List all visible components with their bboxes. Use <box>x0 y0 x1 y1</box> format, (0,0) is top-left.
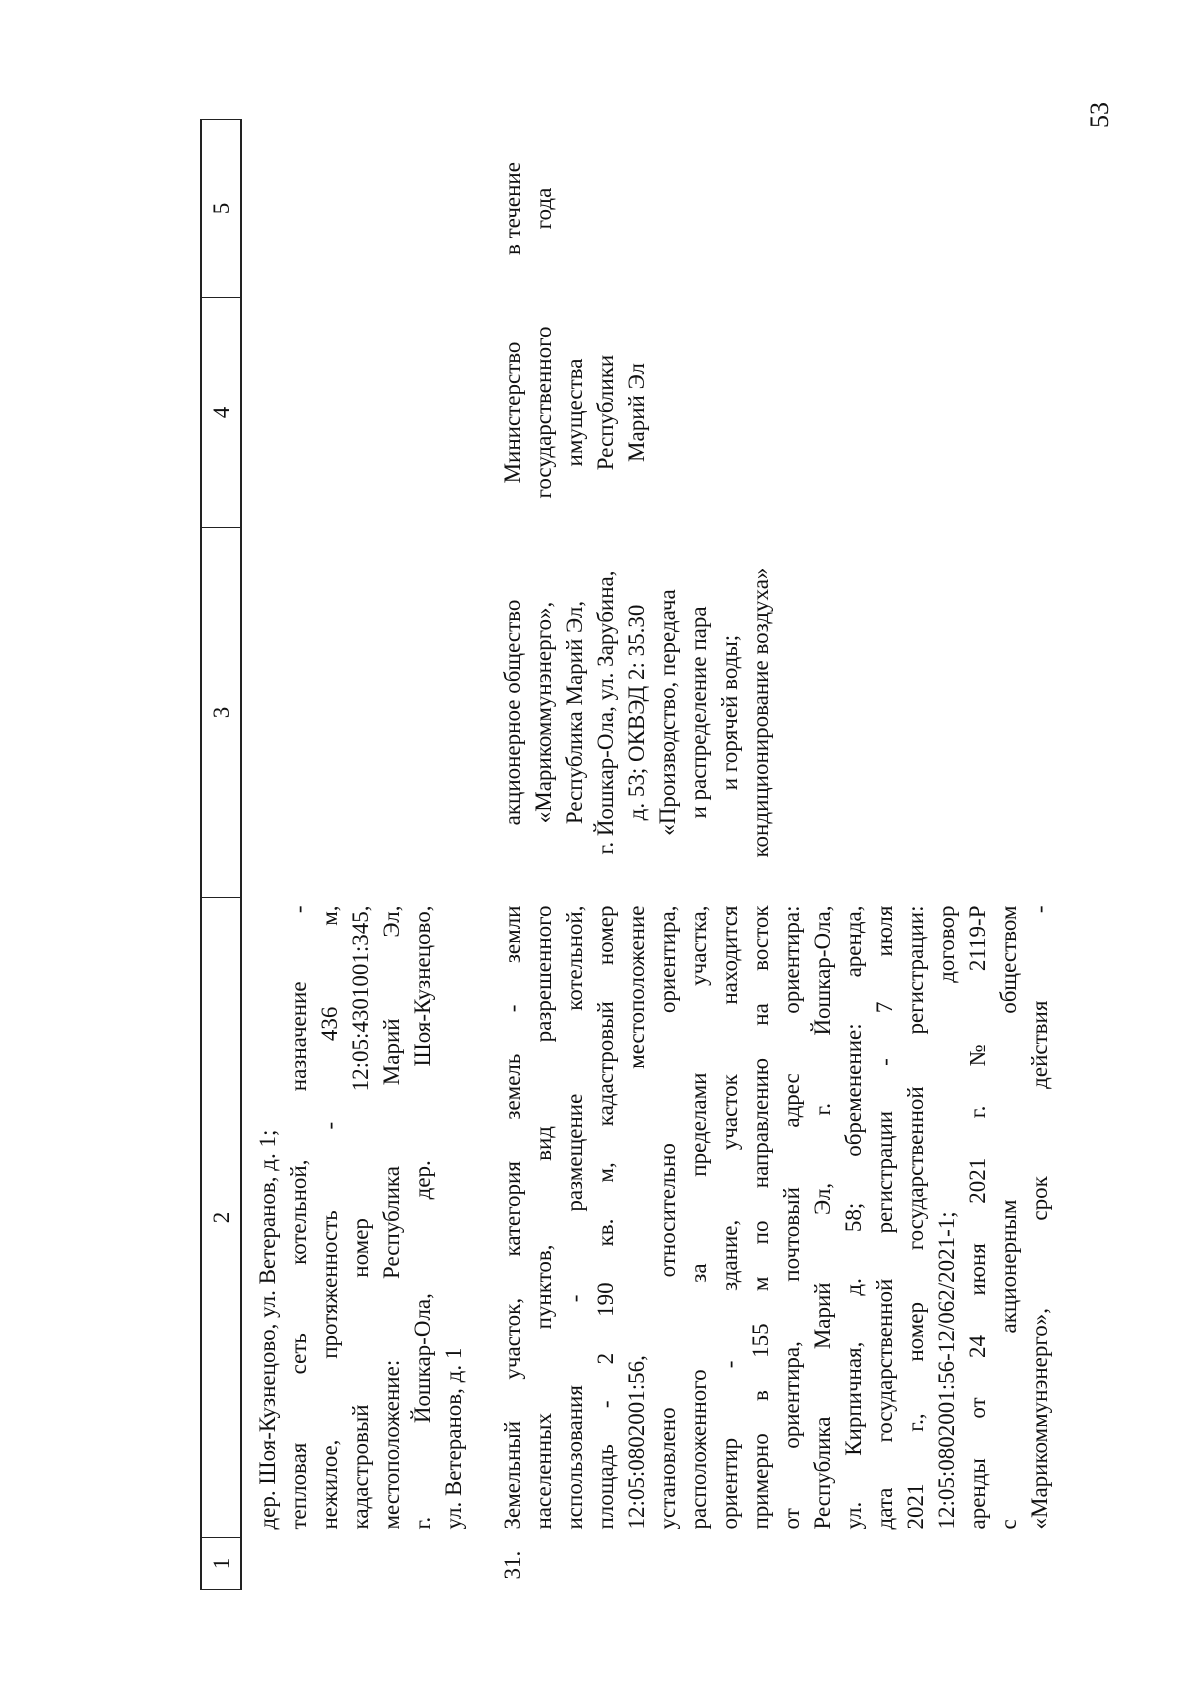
text-line: в течение <box>500 162 525 255</box>
property-table <box>200 119 1055 1590</box>
text-line: ул. Ветеранов, д. 1 <box>441 1347 466 1530</box>
rotated-table-wrapper <box>200 120 1052 1590</box>
continued-description-cell <box>241 898 487 1538</box>
description-cell <box>487 898 1055 1538</box>
col-header-4: 4 <box>201 298 241 528</box>
text-line: г. Йошкар-Ола, дер. Шоя-Кузнецово, <box>410 905 435 1530</box>
text-line: государственного <box>531 326 556 499</box>
text-line: Марий Эл <box>624 363 649 462</box>
holder-cell <box>487 528 1055 898</box>
text-line: ул. Кирпичная, д. 58; обременение: аренда, <box>841 905 866 1530</box>
text-line: Республика Марий Эл, <box>562 600 587 825</box>
text-line: Республика Марий Эл, г. Йошкар-Ола, <box>810 905 835 1530</box>
table-row-31 <box>487 120 1055 1590</box>
text-line: и распределение пара <box>686 606 711 819</box>
text-line: кондиционирование воздуха» <box>748 567 773 858</box>
table-row-continued <box>241 120 487 1590</box>
text-line: «Производство, передача <box>655 589 680 836</box>
text-line: 2021 г., номер государственной регистрации: <box>903 905 928 1530</box>
col-header-5: 5 <box>201 120 241 298</box>
text-line: от ориентира, почтовый адрес ориентира: <box>779 905 804 1530</box>
term-cell <box>487 120 1055 298</box>
col-header-3: 3 <box>201 528 241 898</box>
column-number-header <box>201 120 241 1590</box>
text-line: ориентир - здание, участок находится <box>717 905 742 1530</box>
text-line: акционерное общество <box>500 599 525 826</box>
text-line: аренды от 24 июня 2021 г. № 2119-Р <box>965 905 990 1530</box>
text-line: Республики <box>593 354 618 471</box>
text-line: площадь - 2 190 кв. м, кадастровый номер <box>593 905 618 1530</box>
text-line: имущества <box>562 358 587 467</box>
text-line: установлено относительно ориентира, <box>655 905 680 1530</box>
text-line: года <box>531 187 556 230</box>
text-line: г. Йошкар-Ола, ул. Зарубина, <box>593 570 618 855</box>
text-line: местоположение: Республика Марий Эл, <box>379 905 404 1530</box>
text-line: дата государственной регистрации - 7 июля <box>872 905 897 1530</box>
text-line: тепловая сеть котельной, назначение - <box>286 905 311 1530</box>
text-line: д. 53; ОКВЭД 2: 35.30 <box>624 604 649 821</box>
text-line: Земельный участок, категория земель - земли <box>500 905 525 1530</box>
text-line: использования - размещение котельной, <box>562 905 587 1530</box>
continued-holder-cell <box>241 528 487 898</box>
continued-agency-cell <box>241 298 487 528</box>
agency-cell <box>487 298 1055 528</box>
text-line: примерно в 155 м по направлению на восток <box>748 905 773 1530</box>
col-header-1: 1 <box>201 1538 241 1590</box>
text-line: 12:05:0802001:56-12/062/2021-1; договор <box>934 905 959 1530</box>
text-line: кадастровый номер 12:05:4301001:345, <box>348 905 373 1530</box>
continued-term-cell <box>241 120 487 298</box>
text-line: нежилое, протяженность - 436 м, <box>317 905 342 1530</box>
text-line: с акционерным обществом <box>996 905 1021 1530</box>
text-line: Министерство <box>500 341 525 484</box>
text-line: населенных пунктов, вид разрешенного <box>531 905 556 1530</box>
row-number: 31. <box>500 1550 525 1580</box>
text-line: и горячей воды; <box>717 634 742 791</box>
text-line: «Марикоммунэнерго», <box>531 601 556 824</box>
text-line: 12:05:0802001:56, местоположение <box>624 905 649 1530</box>
text-line: «Марикоммунэнерго», срок действия - <box>1027 905 1052 1530</box>
page-number: 53 <box>1085 102 1114 128</box>
col-header-2: 2 <box>201 898 241 1538</box>
continued-number-cell <box>241 1538 487 1590</box>
text-line: дер. Шоя-Кузнецово, ул. Ветеранов, д. 1; <box>255 1129 280 1530</box>
text-line: расположенного за пределами участка, <box>686 905 711 1530</box>
